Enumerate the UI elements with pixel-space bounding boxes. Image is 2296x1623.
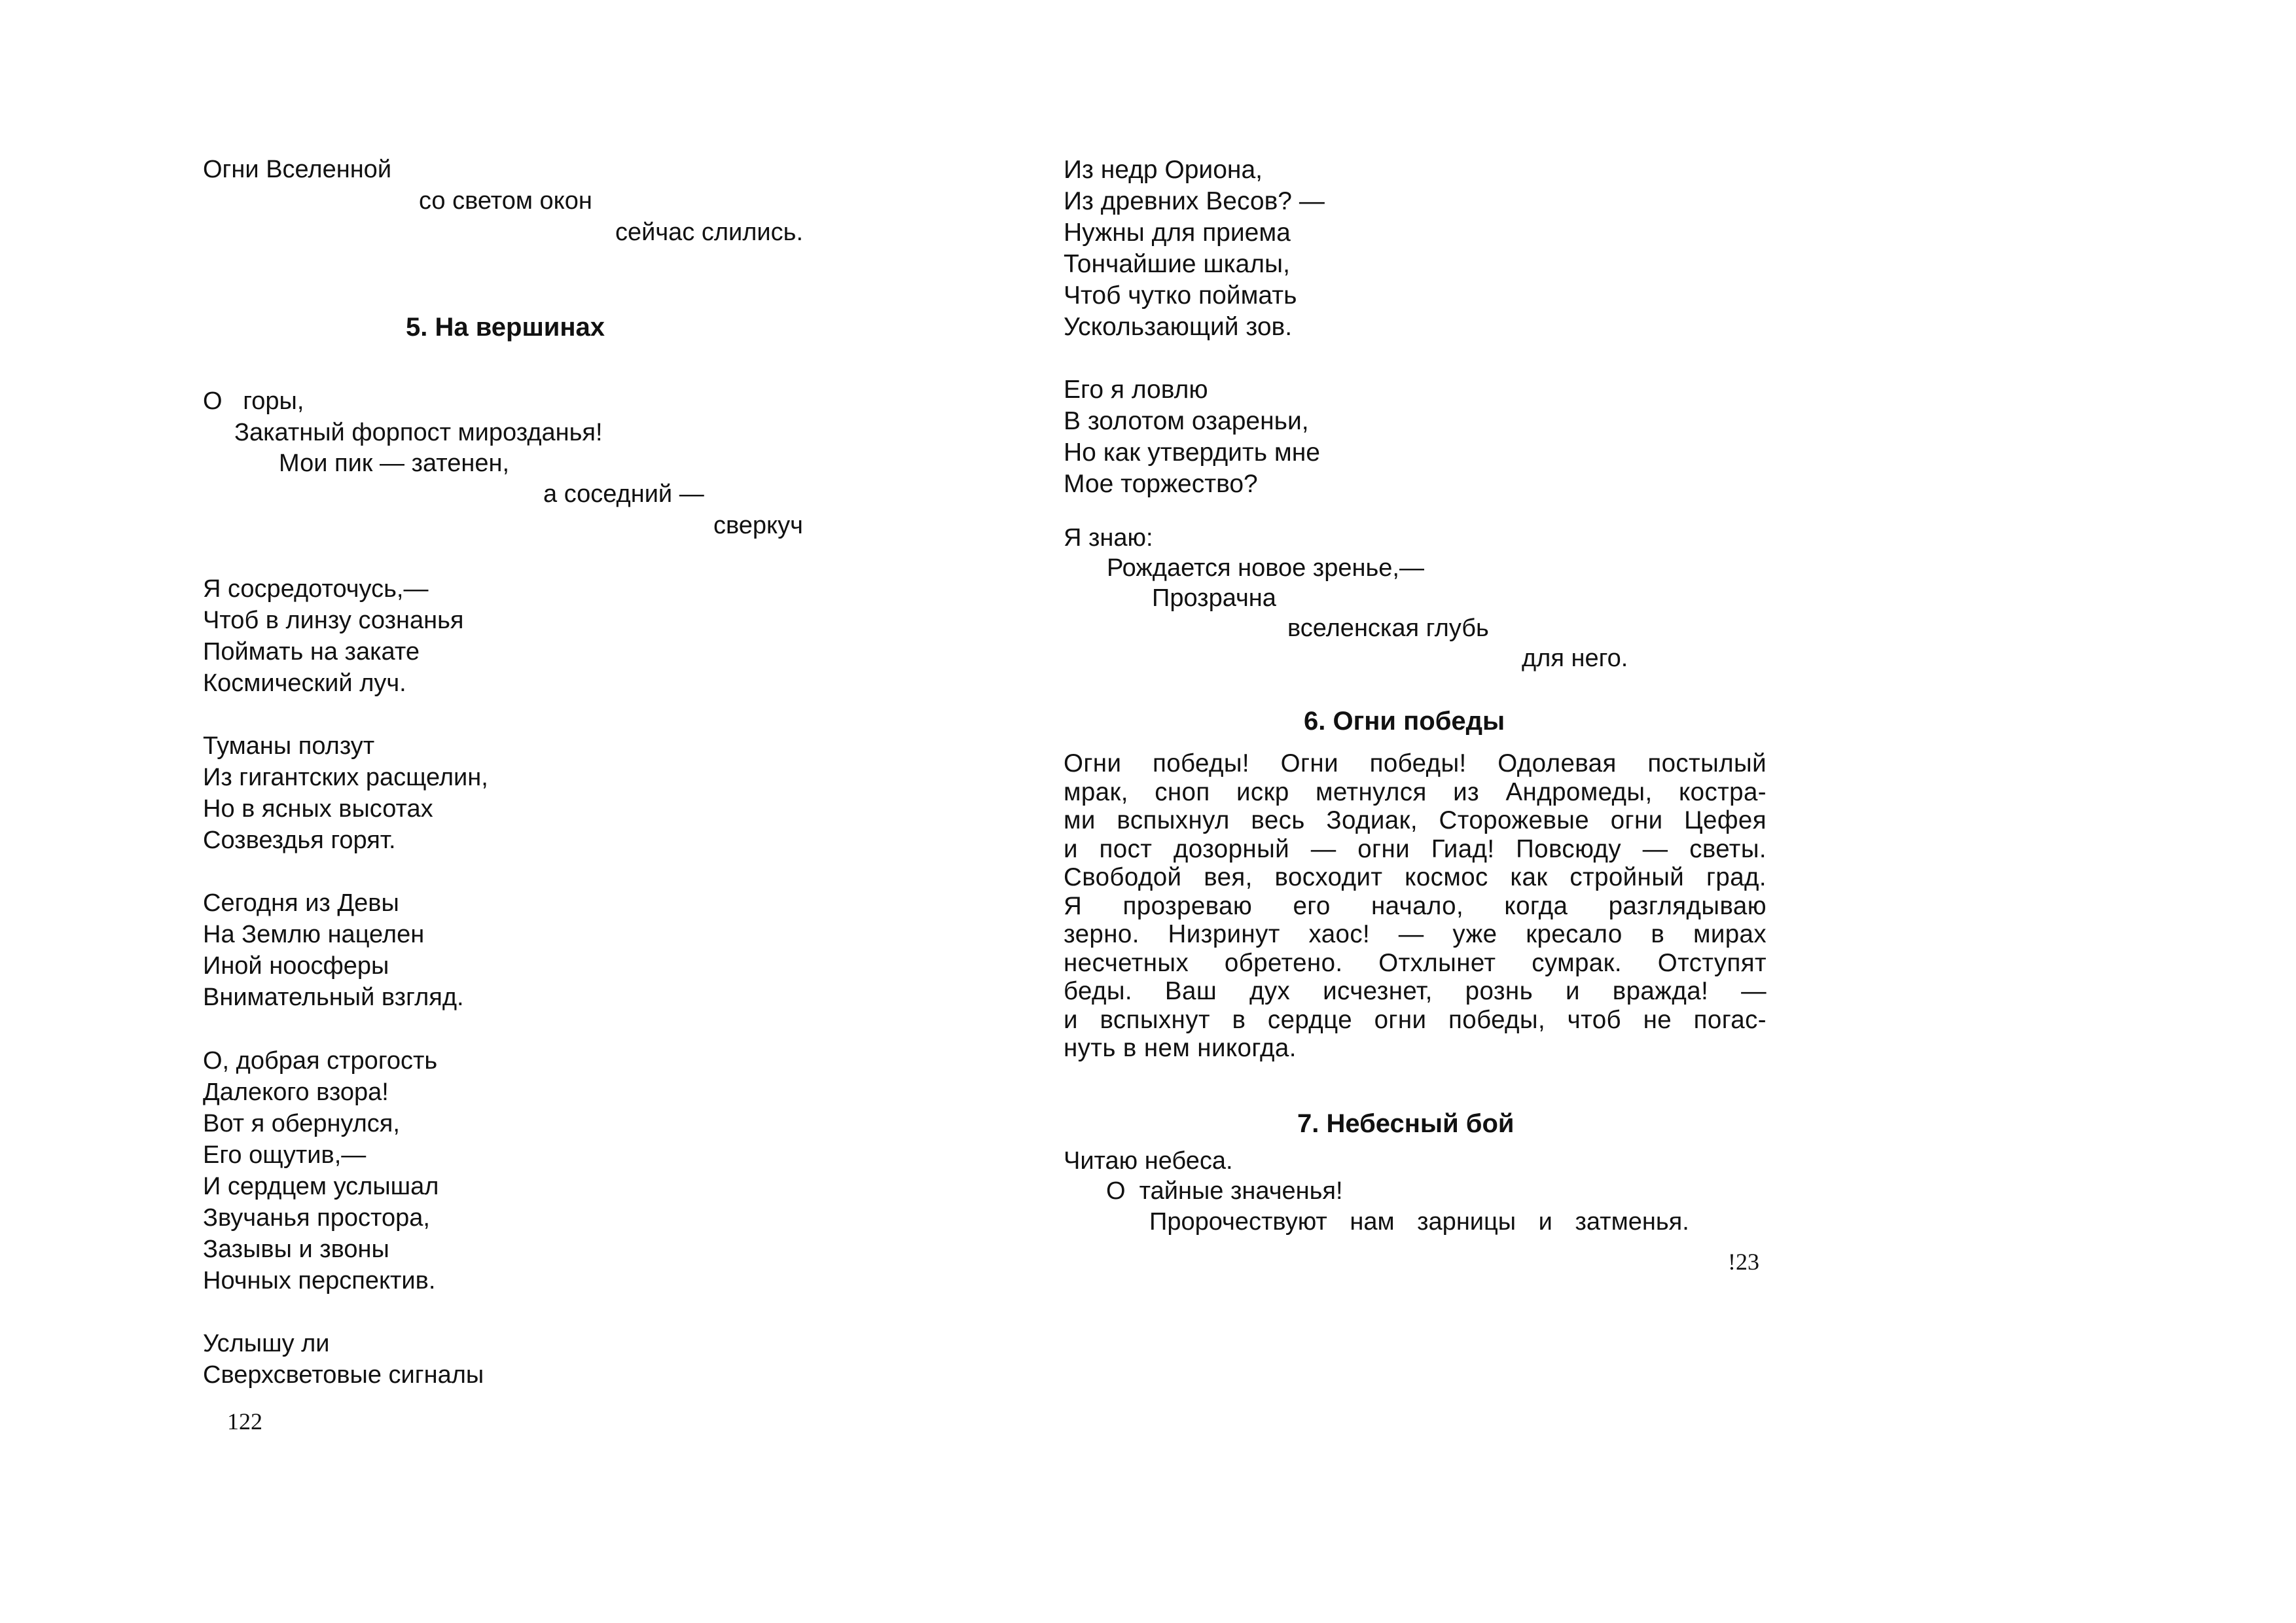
- prose-line: Свободой вея, восходит космос как стройный град.: [1064, 863, 1767, 891]
- poem-line: Ночных перспектив.: [203, 1267, 436, 1294]
- poem-line: Прозрачна: [1152, 584, 1276, 612]
- poem-line: Далекого взора!: [203, 1079, 389, 1106]
- prose-line: зерно. Низринут хаос! — уже кресало в мирах: [1064, 920, 1767, 948]
- prose-line: нуть в нем никогда.: [1064, 1034, 1297, 1062]
- opening-line: Огни Вселенной: [203, 156, 392, 183]
- poem-line: Зазывы и звоны: [203, 1236, 389, 1263]
- prose-line: Огни победы! Огни победы! Одолевая постылый: [1064, 749, 1767, 777]
- poem-line: Тончайшие шкалы,: [1064, 250, 1290, 278]
- prose-line: мрак, сноп искр метнулся из Андромеды, костра-: [1064, 777, 1767, 806]
- poem-line: Читаю небеса.: [1064, 1147, 1233, 1175]
- poem-line: В золотом озареньи,: [1064, 407, 1309, 435]
- prose-line: несчетных обретено. Отхлынет сумрак. Отступят: [1064, 948, 1767, 977]
- poem-line: Сегодня из Девы: [203, 889, 399, 917]
- prose-line: и вспыхнут в сердце огни победы, чтоб не погас-: [1064, 1005, 1767, 1034]
- poem-line: Услышу ли: [203, 1330, 330, 1357]
- poem-line: для него.: [1522, 645, 1628, 672]
- poem-line: О, добрая строгость: [203, 1047, 438, 1075]
- poem-line: Нужны для приема: [1064, 219, 1291, 247]
- poem-line: О тайные значенья!: [1106, 1177, 1343, 1205]
- poem-line: Созвездья горят.: [203, 827, 396, 854]
- poem-line: Вот я обернулся,: [203, 1110, 400, 1137]
- poem-line: Иной ноосферы: [203, 952, 389, 980]
- poem-line: Мое торжество?: [1064, 470, 1258, 498]
- page-number: !23: [1728, 1249, 1759, 1275]
- poem-line: вселенская глубь: [1287, 615, 1489, 642]
- prose-line: и пост дозорный — огни Гиад! Повсюду — светы.: [1064, 834, 1767, 863]
- opening-line: со светом окон: [419, 187, 592, 215]
- poem-line: Его я ловлю: [1064, 376, 1208, 404]
- poem-line: Туманы ползут: [203, 732, 375, 760]
- poem-line: На Землю нацелен: [203, 921, 425, 948]
- section-6-heading: 6. Огни победы: [1304, 707, 1505, 736]
- opening-line: сейчас слились.: [615, 219, 804, 246]
- prose-line: ми вспыхнул весь Зодиак, Сторожевые огни Цефея: [1064, 806, 1767, 834]
- section-5-heading: 5. На вершинах: [406, 313, 605, 342]
- poem-line: Внимательный взгляд.: [203, 984, 464, 1011]
- poem-line: О горы,: [203, 387, 304, 415]
- poem-line: Я знаю:: [1064, 524, 1153, 552]
- page-number: 122: [227, 1408, 262, 1435]
- poem-line: Но как утвердить мне: [1064, 438, 1320, 467]
- section-7-heading: 7. Небесный бой: [1297, 1109, 1515, 1138]
- poem-line: Поймать на закате: [203, 638, 420, 666]
- poem-line: Ускользающий зов.: [1064, 313, 1293, 341]
- poem-line: Пророчествуют нам зарницы и затменья.: [1149, 1208, 1689, 1236]
- prose-line: Я прозреваю его начало, когда разглядываю: [1064, 891, 1767, 920]
- poem-line: Чтоб в линзу сознанья: [203, 607, 464, 634]
- poem-line: Из древних Весов? —: [1064, 187, 1325, 215]
- poem-line: Мои пик — затенен,: [279, 450, 510, 477]
- poem-line: Сверхсветовые сигналы: [203, 1361, 484, 1389]
- poem-line: Я сосредоточусь,—: [203, 575, 429, 603]
- poem-line: Но в ясных высотах: [203, 795, 433, 823]
- prose-line: беды. Ваш дух исчезнет, рознь и вражда! —: [1064, 977, 1767, 1005]
- poem-line: Космический луч.: [203, 669, 406, 697]
- poem-line: сверкуч: [713, 512, 803, 539]
- poem-line: Закатный форпост мирозданья!: [234, 419, 603, 446]
- poem-line: а соседний —: [543, 480, 704, 508]
- section-6-prose: [1064, 749, 1767, 1063]
- poem-line: Рождается новое зренье,—: [1107, 554, 1424, 582]
- poem-line: И сердцем услышал: [203, 1173, 439, 1200]
- poem-line: Из гигантских расщелин,: [203, 764, 488, 791]
- poem-line: Звучанья простора,: [203, 1204, 430, 1232]
- poem-line: Чтоб чутко поймать: [1064, 281, 1297, 310]
- poem-line: Из недр Ориона,: [1064, 156, 1263, 184]
- poem-line: Его ощутив,—: [203, 1141, 367, 1169]
